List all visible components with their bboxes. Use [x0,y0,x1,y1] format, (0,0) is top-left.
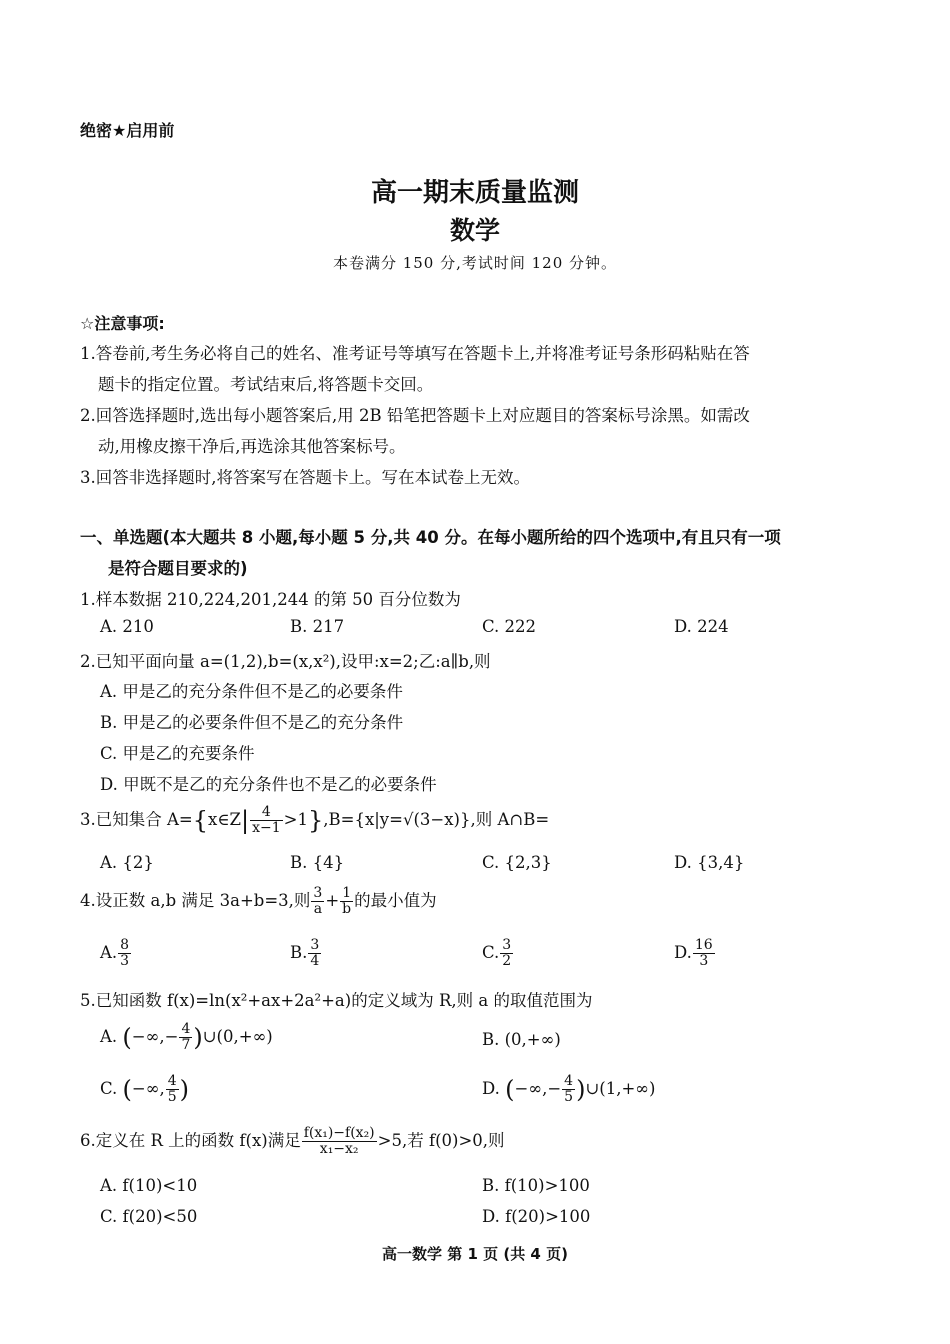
confidential-label: 绝密★启用前 [80,121,175,140]
q3-fraction [250,805,283,836]
q3-set-var: x∈Z [208,810,241,829]
interval-start: −∞,− [514,1079,562,1098]
numerator: 3 [310,937,320,953]
question-4-stem [80,886,437,917]
paren-open: ( [122,1075,132,1104]
paren-open: ( [122,1023,132,1052]
q3-option-a: A. {2} [100,853,154,872]
numerator: 4 [564,1073,574,1089]
denominator: 3 [120,953,130,969]
q3-option-d: D. {3,4} [674,853,745,872]
q1-option-c: C. 222 [482,617,537,636]
q1-option-a: A. 210 [100,617,154,636]
option-fraction [562,1074,575,1105]
paren-close: ) [179,1075,190,1104]
option-fraction [308,938,321,969]
notice-item: 动,用橡皮擦干净后,再选涂其他答案标号。 [98,437,406,456]
notice-item: 3.回答非选择题时,将答案写在答题卡上。写在本试卷上无效。 [80,468,530,487]
q4-option-b [290,938,322,969]
q4-fraction-2 [340,886,353,917]
q3-option-c: C. {2,3} [482,853,552,872]
denominator: 7 [181,1037,191,1053]
interval-start: −∞, [131,1079,165,1098]
q5-option-a [100,1022,273,1053]
q6-stem-pre: 6.定义在 R 上的函数 f(x)满足 [80,1131,301,1150]
interval-start: −∞,− [131,1027,179,1046]
exam-subject: 数学 [449,216,500,245]
q1-option-d: D. 224 [674,617,729,636]
q4-stem-pre: 4.设正数 a,b 满足 3a+b=3,则 [80,891,311,910]
numerator: 16 [694,937,713,953]
q5-option-b: B. (0,+∞) [482,1030,561,1049]
question-5-stem: 5.已知函数 f(x)=ln(x²+ax+2a²+a)的定义域为 R,则 a 的取值范围为 [80,991,593,1010]
question-3-stem [80,805,549,836]
brace-close: } [307,806,324,835]
q3-option-b: B. {4} [290,853,345,872]
paren-open: ( [505,1075,515,1104]
denominator: 5 [167,1089,177,1105]
denominator: 4 [310,953,320,969]
numerator: 4 [181,1021,191,1037]
q4-fraction-1 [311,886,324,917]
denominator: x₁−x₂ [319,1141,359,1157]
notice-item: 1.答卷前,考生务必将自己的姓名、准考证号等填写在答题卡上,并将准考证号条形码粘贴在答 [80,344,750,363]
q4-option-a [100,938,132,969]
question-1-stem: 1.样本数据 210,224,201,244 的第 50 百分位数为 [80,590,461,609]
question-6-stem [80,1126,505,1157]
option-label: C. [482,943,500,962]
exam-title: 高一期末质量监测 [370,178,579,208]
q6-option-a: A. f(10)<10 [100,1176,198,1195]
numerator: 3 [502,937,512,953]
denominator: x−1 [252,820,281,836]
numerator: 8 [120,937,130,953]
q3-set-tail: >1 [283,810,308,829]
option-label: B. [290,943,308,962]
section-heading: 一、单选题(本大题共 8 小题,每小题 5 分,共 40 分。在每小题所给的四个选项中,有且只有一项 [80,528,781,547]
brace-open: { [192,806,209,835]
paren-close: ) [576,1075,586,1104]
question-2-stem: 2.已知平面向量 a=(1,2),b=(x,x²),设甲:x=2;乙:a∥b,则 [80,652,491,671]
numerator: 3 [313,885,323,901]
option-fraction [179,1022,192,1053]
q6-option-d: D. f(20)>100 [482,1207,591,1226]
option-label: A. [100,1027,118,1046]
q5-option-c [100,1074,189,1105]
denominator: b [342,901,352,917]
section-heading-cont: 是符合题目要求的) [108,559,248,578]
bar: | [241,806,250,835]
q3-stem-post: ,B={x|y=√(3−x)},则 A∩B= [323,810,550,829]
q6-option-b: B. f(10)>100 [482,1176,590,1195]
numerator: f(x₁)−f(x₂) [303,1125,375,1141]
denominator: 5 [564,1089,574,1105]
q4-option-c [482,938,514,969]
q6-fraction [302,1126,377,1157]
option-label: D. [674,943,692,962]
notice-item: 题卡的指定位置。考试结束后,将答题卡交回。 [98,375,434,394]
option-fraction [166,1074,179,1105]
option-label: A. [100,943,118,962]
q2-option-a: A. 甲是乙的充分条件但不是乙的必要条件 [100,682,403,701]
plus: + [325,891,340,910]
q3-stem-pre: 3.已知集合 A= [80,810,193,829]
denominator: a [313,901,323,917]
q2-option-c: C. 甲是乙的充要条件 [100,744,255,763]
denominator: 3 [699,953,709,969]
q6-option-c: C. f(20)<50 [100,1207,198,1226]
q4-stem-post: 的最小值为 [354,891,437,910]
paren-close: ) [193,1023,203,1052]
q5-option-d [482,1074,655,1105]
page-footer: 高一数学 第 1 页 (共 4 页) [382,1245,568,1263]
numerator: 4 [167,1073,177,1089]
q1-option-b: B. 217 [290,617,345,636]
notice-item: 2.回答选择题时,选出每小题答案后,用 2B 铅笔把答题卡上对应题目的答案标号涂黑。如需改 [80,406,750,425]
numerator: 4 [250,805,283,821]
option-label: D. [482,1079,500,1098]
interval-tail: ∪(1,+∞) [585,1079,656,1098]
q6-stem-post: >5,若 f(0)>0,则 [377,1131,505,1150]
option-fraction [118,938,131,969]
denominator: 2 [502,953,512,969]
score-info: 本卷满分 150 分,考试时间 120 分钟。 [332,254,618,272]
option-fraction [693,938,715,969]
interval-tail: ∪(0,+∞) [202,1027,273,1046]
q4-option-d [674,938,716,969]
q2-option-d: D. 甲既不是乙的充分条件也不是乙的必要条件 [100,775,437,794]
notice-heading: ☆注意事项: [80,314,165,333]
option-fraction [500,938,513,969]
q2-option-b: B. 甲是乙的必要条件但不是乙的充分条件 [100,713,404,732]
option-label: C. [100,1079,118,1098]
numerator: 1 [340,886,353,902]
